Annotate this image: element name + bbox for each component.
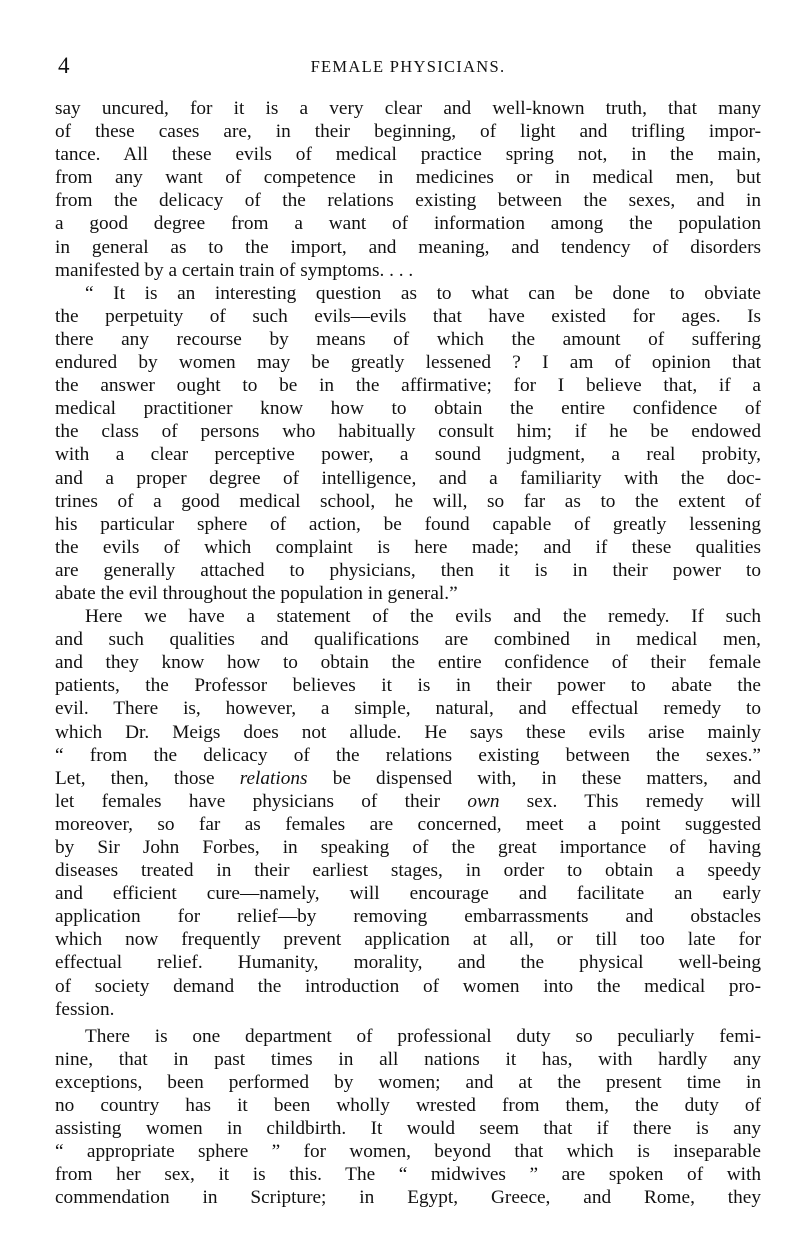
text-line: a good degree from a want of information among the population [55,213,761,235]
text-line: Let, then, those relations be dispensed with, in these matters, and [55,767,761,789]
text-line: from any want of competence in medicines or in medical men, but [55,167,761,189]
text-line: are generally attached to physicians, then it is in their power to [55,559,761,581]
text-line: moreover, so far as females are concerned, meet a point suggested [55,813,761,835]
text-line: the answer ought to be in the affirmative; for I believe that, if a [55,375,761,397]
text-line: there any recourse by means of which the amount of suffering [55,328,761,350]
text-line: from her sex, it is this. The “ midwives ” are spoken of with [55,1164,761,1186]
text-line: of society demand the introduction of women into the medical pro- [55,975,761,997]
text-line: Here we have a statement of the evils and the remedy. If such [85,606,761,628]
paragraph [55,97,761,282]
text-line: abate the evil throughout the population in general.” [55,582,458,604]
text-line: let females have physicians of their own sex. This remedy will [55,790,761,812]
text-line: and a proper degree of intelligence, and a familiarity with the doc- [55,467,761,489]
running-title: FEMALE PHYSICIANS. [310,57,506,76]
paragraph [55,282,761,605]
paragraph [55,1025,761,1210]
text-line: There is one department of professional duty so peculiarly femi- [85,1025,761,1047]
text-line: with a clear perceptive power, a sound judgment, a real probity, [55,444,761,466]
text-line: of these cases are, in their beginning, of light and trifling impor- [55,121,761,143]
text-line: the perpetuity of such evils—evils that have existed for ages. Is [55,305,761,327]
text-line: effectual relief. Humanity, morality, and the physical well-being [55,952,761,974]
text-line: tance. All these evils of medical practice spring not, in the main, [55,144,761,166]
text-line: and such qualities and qualifications are combined in medical men, [55,629,761,651]
text-line: say uncured, for it is a very clear and well-known truth, that many [55,98,761,119]
body-text [55,97,761,1210]
paragraph [55,605,761,1021]
text-line: evil. There is, however, a simple, natural, and effectual remedy to [55,698,761,720]
text-line: assisting women in childbirth. It would seem that if there is any [55,1118,761,1140]
text-line: “ It is an interesting question as to what can be done to obviate [85,282,761,304]
text-line: patients, the Professor believes it is in their power to abate the [55,675,761,697]
text-line: which now frequently prevent application at all, or till too late for [55,929,761,951]
page-number: 4 [58,53,70,78]
text-line: no country has it been wholly wrested from them, the duty of [55,1095,761,1117]
text-line: exceptions, been performed by women; and at the present time in [55,1071,761,1093]
text-line: which Dr. Meigs does not allude. He says these evils arise mainly [55,721,761,743]
text-line: manifested by a certain train of symptoms. . . . [55,259,414,281]
text-line: “ appropriate sphere ” for women, beyond that which is inseparable [55,1141,761,1163]
text-line: in general as to the import, and meaning, and tendency of disorders [55,236,761,258]
text-line: “ from the delicacy of the relations existing between the sexes.” [55,744,761,766]
text-line: diseases treated in their earliest stages, in order to obtain a speedy [55,860,761,882]
text-line: medical practitioner know how to obtain the entire confidence of [55,398,761,420]
text-line: endured by women may be greatly lessened ? I am of opinion that [55,352,761,374]
text-line: from the delicacy of the relations existing between the sexes, and in [55,190,761,212]
page-header [55,52,761,82]
text-line: the class of persons who habitually consult him; if he be endowed [55,421,761,443]
text-line: by Sir John Forbes, in speaking of the great importance of having [55,837,761,858]
text-line: and they know how to obtain the entire confidence of their female [55,652,761,674]
text-line: fession. [55,998,115,1020]
text-line: commendation in Scripture; in Egypt, Greece, and Rome, they [55,1187,761,1209]
text-line: application for relief—by removing embarrassments and obstacles [55,906,761,928]
text-line: nine, that in past times in all nations it has, with hardly any [55,1048,761,1070]
text-line: his particular sphere of action, be found capable of greatly lessening [55,513,761,535]
text-line: the evils of which complaint is here made; and if these qualities [55,536,761,558]
text-line: and efficient cure—namely, will encourage and facilitate an early [55,883,761,905]
text-line: trines of a good medical school, he will, so far as to the extent of [55,490,761,512]
